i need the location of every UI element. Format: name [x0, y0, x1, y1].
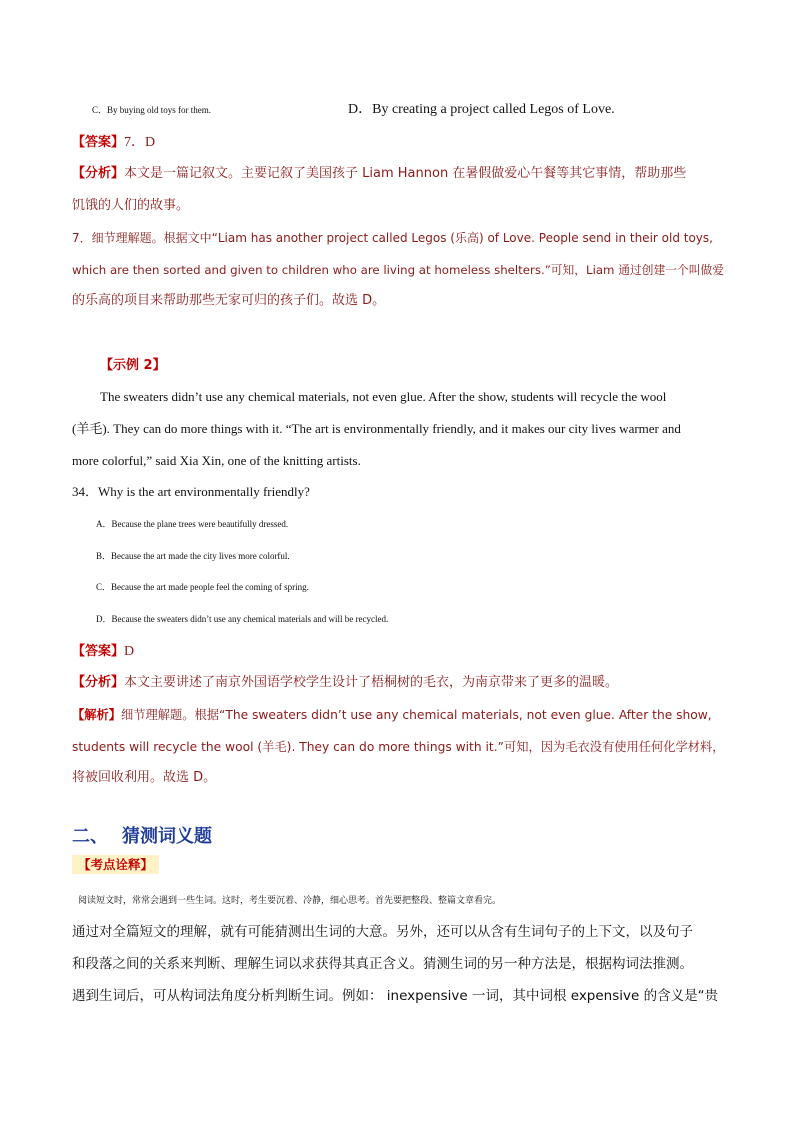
body-line-1: 阅读短文时，常常会遇到一些生词。这时，考生要沉着、冷静，细心思考。首先要把整段、整篇文章看完。 — [78, 896, 502, 906]
example-tag: 【示例 2】 — [100, 358, 166, 373]
body-line-4: 遇到生词后，可从构词法角度分析判断生词。例如： inexpensive 一词，其中词根 expensive 的含义是“贵 — [72, 988, 719, 1004]
option-a: A．Because the plane trees were beautifully dressed. — [96, 519, 289, 529]
passage-line-1: The sweaters didn’t use any chemical materials, not even glue. After the show, students will recycle the wool — [100, 389, 667, 404]
option-d: D．By creating a project called Legos of Love. — [348, 102, 615, 117]
section-heading — [72, 826, 212, 848]
answer-row — [72, 132, 724, 153]
answer-tag: 【答案】 — [72, 644, 125, 659]
option-d: D．Because the sweaters didn’t use any chemical materials and will be recycled. — [96, 614, 389, 624]
question-34: 34．Why is the art environmentally friendly? — [72, 484, 310, 499]
option-c: C．Because the art made people feel the coming of spring. — [96, 582, 309, 592]
analysis-text: 本文是一篇记叙文。主要记叙了美国孩子 Liam Hannon 在暑假做爱心午餐等其它事情，帮助那些 — [124, 166, 687, 181]
explain-line-3: 将被回收利用。故选 D。 — [72, 770, 217, 785]
option-c: C．By buying old toys for them. — [92, 105, 211, 115]
analysis-row — [72, 164, 724, 184]
passage-line-2: (羊毛). They can do more things with it. “The art is environmentally friendly, and it makes our city lives warmer and — [72, 421, 681, 436]
explain-line-2: students will recycle the wool (羊毛). They can do more things with it.”可知，因为毛衣没有使用任何化学材料， — [72, 740, 725, 754]
analysis-text: 本文主要讲述了南京外国语学校学生设计了梧桐树的毛衣，为南京带来了更多的温暖。 — [124, 675, 619, 690]
answer-value: D — [124, 644, 135, 659]
analysis-row — [72, 673, 724, 693]
section-number: 二、 — [72, 826, 108, 847]
explain-row — [72, 705, 724, 725]
option-b: B．Because the art made the city lives more colorful. — [96, 551, 290, 561]
detail-line-3: 的乐高的项目来帮助那些无家可归的孩子们。故选 D。 — [72, 293, 386, 308]
body-line-2: 通过对全篇短文的理解，就有可能猜测出生词的大意。另外，还可以从含有生词句子的上下文，以及句子 — [72, 924, 693, 940]
body-line-3: 和段落之间的关系来判断、理解生词以求获得其真正含义。猜测生词的另一种方法是，根据构词法推测。 — [72, 956, 693, 972]
answer-tag: 【答案】 — [72, 135, 125, 150]
answer-row — [72, 641, 724, 662]
detail-line-1: 7．细节理解题。根据文中“Liam has another project called Legos (乐高) of Love. People send in their old toys, — [72, 231, 713, 245]
explain-text: 细节理解题。根据“The sweaters didn’t use any chemical materials, not even glue. After the show, — [121, 708, 712, 722]
section-title: 猜测词义题 — [122, 826, 212, 847]
answer-value: 7．D — [124, 135, 156, 150]
detail-line-2: which are then sorted and given to children who are living at homeless shelters.”可知，Liam 通过创建一个叫做爱 — [72, 263, 724, 277]
analysis-tag: 【分析】 — [72, 675, 125, 690]
analysis-tag: 【分析】 — [72, 166, 125, 181]
analysis-text-cont: 饥饿的人们的故事。 — [72, 198, 190, 213]
passage-line-3: more colorful,” said Xia Xin, one of the knitting artists. — [72, 453, 361, 468]
explain-tag: 【解析】 — [72, 708, 121, 722]
key-point-badge: 【考点诠释】 — [72, 855, 159, 874]
